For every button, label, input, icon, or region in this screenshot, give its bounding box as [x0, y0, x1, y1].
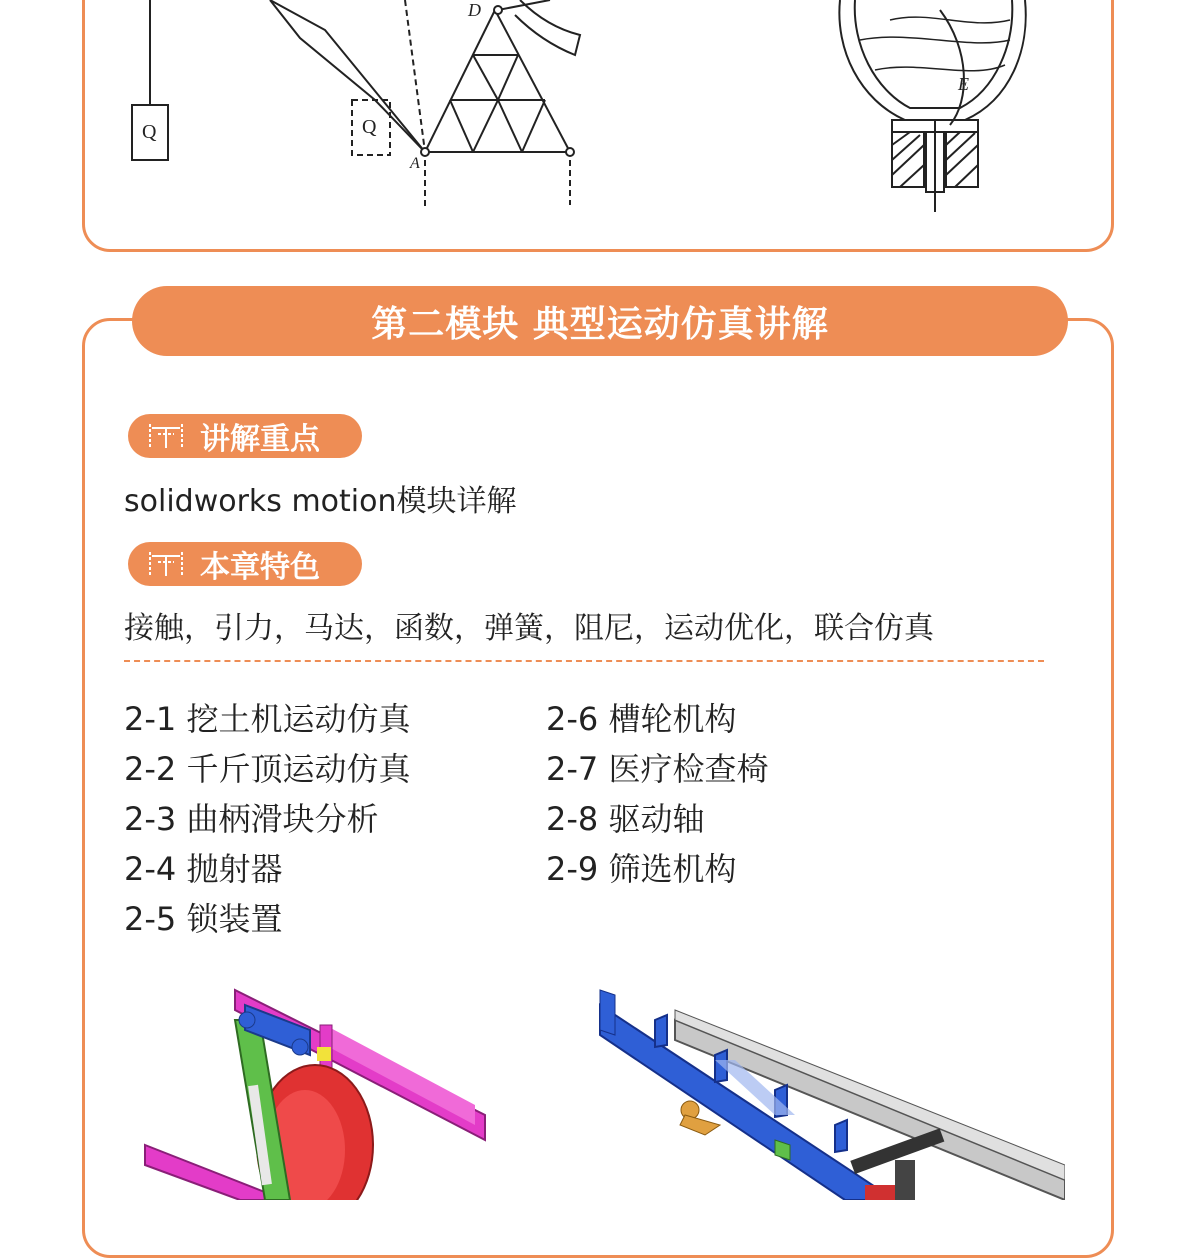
point-label-e: E	[958, 74, 969, 94]
focus-pill	[128, 414, 362, 458]
list-item: 2-3 曲柄滑块分析	[124, 800, 379, 838]
module-title: 第二模块 典型运动仿真讲解	[371, 303, 829, 345]
features-label: 本章特色	[200, 550, 320, 585]
lesson-list-left	[124, 694, 410, 944]
t-square-icon	[146, 548, 186, 580]
list-item: 2-5 锁装置	[124, 900, 283, 938]
point-label-a: A	[410, 155, 420, 172]
list-item: 2-8 驱动轴	[546, 800, 705, 838]
list-item: 2-2 千斤顶运动仿真	[124, 750, 411, 788]
list-item: 2-1 挖土机运动仿真	[124, 700, 411, 738]
focus-text: solidworks motion模块详解	[124, 484, 517, 519]
list-item: 2-4 抛射器	[124, 850, 283, 888]
crane-diagram	[120, 0, 620, 215]
list-item: 2-6 槽轮机构	[546, 700, 737, 738]
vessel-diagram	[830, 0, 1040, 215]
focus-label: 讲解重点	[200, 422, 320, 457]
t-square-icon	[146, 420, 186, 452]
dashed-divider	[124, 660, 1044, 662]
module-title-banner	[132, 286, 1068, 356]
crank-mechanism-render	[135, 985, 495, 1200]
lesson-list-right	[546, 694, 768, 894]
features-text: 接触，引力，马达，函数，弹簧，阻尼，运动优化，联合仿真	[124, 611, 934, 646]
weight-label-q2: Q	[362, 116, 377, 138]
features-pill	[128, 542, 362, 586]
weight-label-q1: Q	[142, 121, 157, 143]
sieve-mechanism-render	[595, 985, 1065, 1200]
list-item: 2-9 筛选机构	[546, 850, 737, 888]
list-item: 2-7 医疗检查椅	[546, 750, 769, 788]
point-label-d: D	[468, 0, 481, 20]
